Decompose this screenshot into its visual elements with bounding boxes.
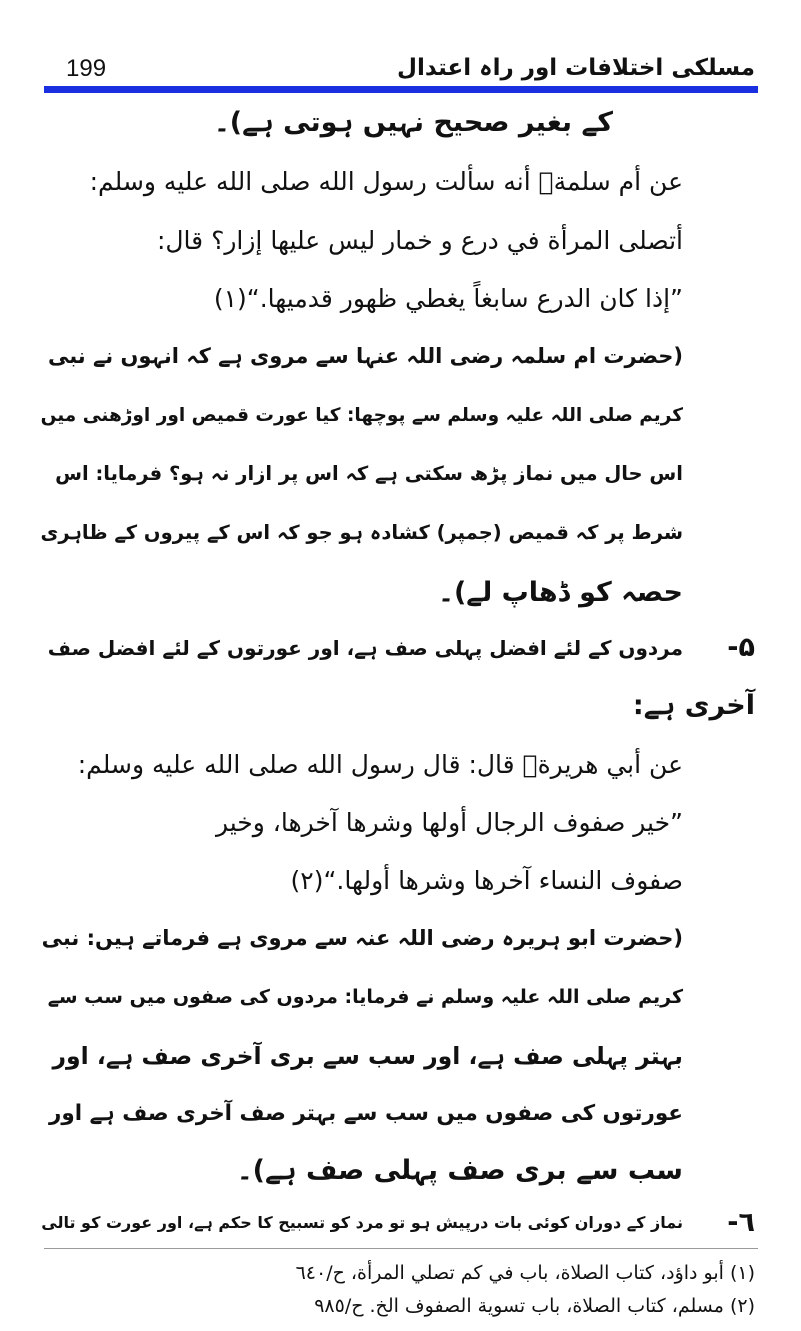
translation-line: کریم صلی اللہ علیہ وسلم سے پوچھا: کیا عورت قمیص اور اوڑھنی میں bbox=[40, 405, 683, 426]
translation-line: (حضرت ام سلمہ رضی اللہ عنہا سے مروی ہے کہ انہوں نے نبی bbox=[47, 344, 683, 368]
translation-line: عورتوں کی صفوں میں سب سے بہتر صف آخری صف ہے اور bbox=[48, 1101, 683, 1126]
footnote-2: (٢) مسلم، كتاب الصلاة، باب تسوية الصفوف الخ. ح/٩٨٥ bbox=[314, 1295, 755, 1317]
translation-line: حصہ کو ڈھاپ لے)۔ bbox=[438, 577, 683, 608]
header-rule bbox=[44, 86, 758, 93]
arabic-hadith-line: أتصلى المرأة في درع و خمار ليس عليها إزار؟ قال: bbox=[156, 226, 683, 255]
translation-line: اس حال میں نماز پڑھ سکتی ہے کہ اس پر ازار نہ ہو؟ فرمایا: اس bbox=[55, 462, 683, 485]
translation-line: سب سے بری صف پہلی صف ہے)۔ bbox=[236, 1155, 683, 1186]
footnote-1: (١) أبو داؤد، كتاب الصلاة، باب في كم تصلي المرأة، ح/٦٤٠ bbox=[295, 1262, 755, 1284]
translation-line: کریم صلی اللہ علیہ وسلم نے فرمایا: مردوں کی صفوں میں سب سے bbox=[47, 986, 683, 1008]
translation-line: (حضرت ابو ہریرہ رضی اللہ عنہ سے مروی ہے فرماتے ہیں: نبی bbox=[41, 926, 683, 950]
section-number-5: ۵- bbox=[727, 632, 755, 663]
section-heading-line: مردوں کے لئے افضل پہلی صف ہے، اور عورتوں کے لئے افضل صف bbox=[47, 636, 683, 660]
section-number-6: ٦- bbox=[727, 1207, 755, 1238]
arabic-hadith-line: عن أم سلمةؓ أنه سألت رسول الله صلى الله عليه وسلم: bbox=[89, 167, 683, 196]
arabic-hadith-line: عن أبي هريرةؓ قال: قال رسول الله صلى الله عليه وسلم: bbox=[77, 750, 683, 779]
footnote-separator bbox=[44, 1248, 758, 1249]
translation-line: بہتر پہلی صف ہے، اور سب سے بری آخری صف ہے، اور bbox=[52, 1042, 683, 1070]
arabic-hadith-line: صفوف النساء آخرها وشرها أولها.“(٢) bbox=[290, 866, 683, 895]
arabic-hadith-line: ”خير صفوف الرجال أولها وشرها آخرها، وخير bbox=[215, 808, 683, 837]
arabic-hadith-line: ”إذا كان الدرع سابغاً يغطي ظهور قدميها.“(١) bbox=[213, 284, 683, 313]
section-heading-line: نماز کے دوران کوئی بات درپیش ہو تو مرد کو تسبیح کا حکم ہے، اور عورت کو تالی bbox=[41, 1213, 683, 1232]
translation-line: شرط پر کہ قمیص (جمپر) کشادہ ہو جو کہ اس کے پیروں کے ظاہری bbox=[40, 521, 683, 544]
running-header-title: مسلکی اختلافات اور راہ اعتدال bbox=[397, 55, 755, 81]
section-heading-line: آخری ہے: bbox=[632, 690, 755, 721]
page-number: 199 bbox=[66, 55, 107, 82]
text-line: کے بغیر صحیح نہیں ہوتی ہے)۔ bbox=[213, 107, 613, 138]
